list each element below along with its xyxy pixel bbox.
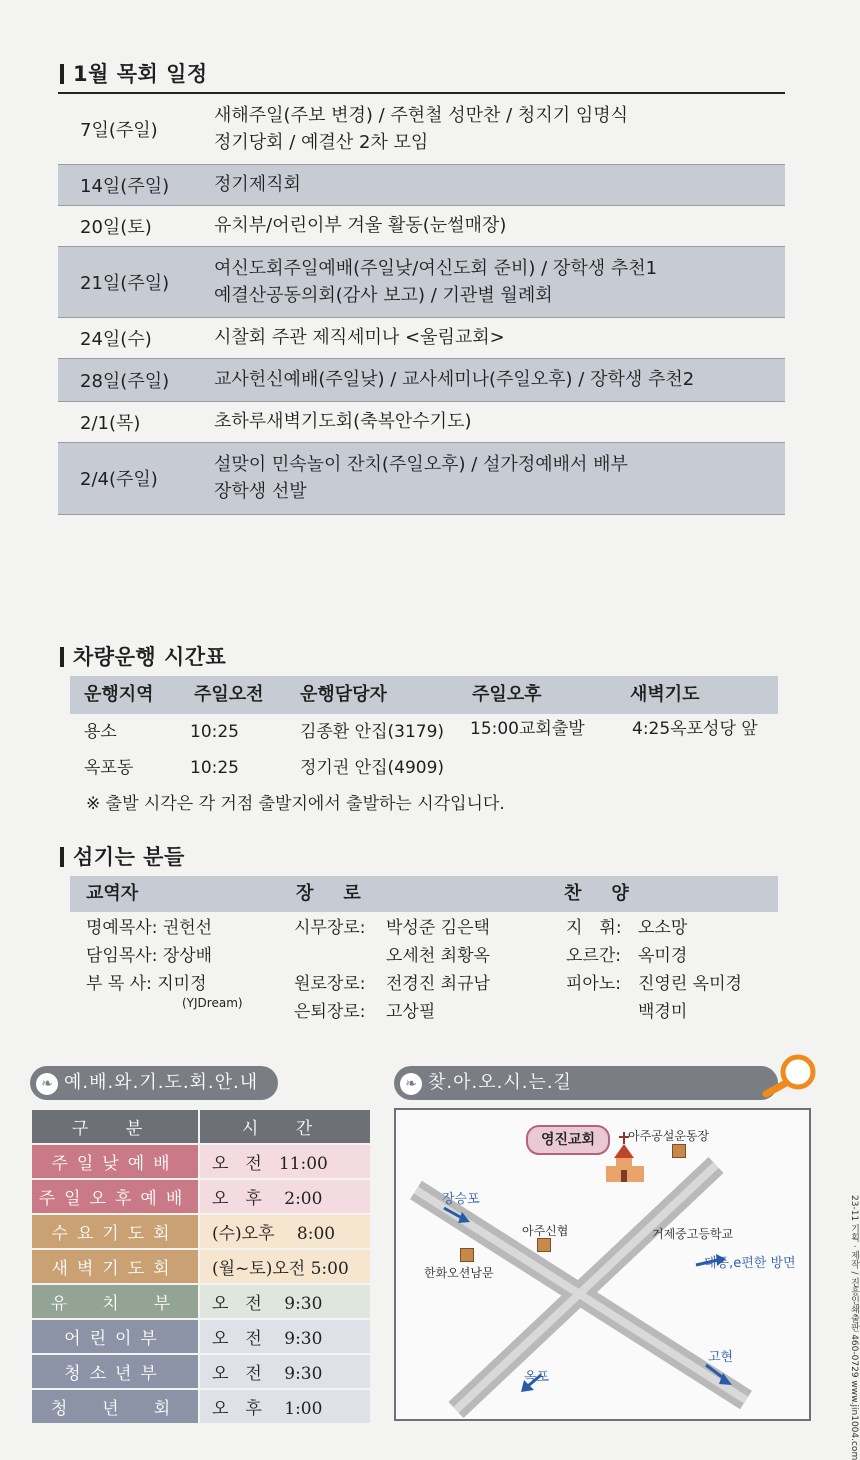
bus-row	[70, 753, 778, 783]
music-label: 오르간:	[566, 946, 621, 966]
staff-header-cell: 교역자	[86, 883, 139, 904]
worship-time: (월~토)오전 5:00	[199, 1249, 371, 1284]
worship-header-row	[31, 1109, 371, 1144]
schedule-row	[58, 442, 785, 514]
title-bar	[60, 647, 64, 667]
worship-time: 오 전 9:30	[199, 1319, 371, 1354]
worship-row	[31, 1319, 371, 1354]
bus-cell: 15:00교회출발	[470, 719, 585, 739]
worship-row	[31, 1284, 371, 1319]
staff-title-text: 섬기는 분들	[73, 845, 185, 869]
bus-cell: 옥포동	[84, 758, 134, 778]
printer-credit: 23-11 기획 · 제작 / 진흥인쇄출판 460-0729 www.jin1004.com	[849, 1195, 859, 1460]
music-label: 피아노:	[566, 974, 621, 994]
dove-icon: ❧	[400, 1073, 422, 1095]
hanhwa-icon	[460, 1248, 474, 1262]
gohyeon-label: 고현	[708, 1350, 734, 1365]
music-label: 지 휘:	[566, 918, 622, 938]
worship-name: 청 년 회	[31, 1389, 199, 1424]
pastor-entry: 부 목 사: 지미정	[86, 974, 207, 994]
worship-time: 오 전 11:00	[199, 1144, 371, 1179]
okpo-label: 옥포	[524, 1370, 550, 1385]
schedule-event: 유치부/어린이부 겨울 활동(눈썰매장)	[214, 215, 507, 236]
pastor-sub: (YJDream)	[182, 996, 243, 1010]
title-bar	[60, 847, 64, 867]
schedule-row	[58, 205, 785, 246]
geoje-school-label: 거제중고등학교	[652, 1227, 734, 1241]
elder-names: 전경진 최규남	[386, 974, 490, 994]
worship-time: 오 후 2:00	[199, 1179, 371, 1214]
schedule-row	[58, 164, 785, 205]
worship-row	[31, 1389, 371, 1424]
bus-row	[70, 717, 778, 747]
schedule-event: 교사헌신예배(주일낮) / 교사세미나(주일오후) / 장학생 추천2	[214, 369, 695, 390]
title-bar	[60, 64, 64, 84]
staff-header-cell: 장 로	[296, 883, 367, 904]
bus-header-cell: 주일오후	[472, 684, 542, 705]
music-names: 옥미경	[638, 946, 688, 966]
schedule-row	[58, 317, 785, 358]
worship-row	[31, 1249, 371, 1284]
elder-label: 은퇴장로:	[294, 1002, 366, 1022]
bus-cell: 김종환 안집(3179)	[300, 722, 445, 742]
elder-names: 고상필	[386, 1002, 436, 1022]
aju-coop-icon	[537, 1238, 551, 1252]
schedule-row	[58, 358, 785, 401]
schedule-table	[58, 94, 785, 515]
bus-header-cell: 운행지역	[84, 684, 154, 705]
worship-name: 수요기도회	[31, 1214, 199, 1249]
worship-header-cell: 시 간	[199, 1109, 371, 1144]
staff-table-header	[70, 876, 778, 912]
staff-section-title	[60, 841, 185, 871]
schedule-row	[58, 246, 785, 317]
worship-time: (수)오후 8:00	[199, 1214, 371, 1249]
worship-name: 주일오후예배	[31, 1179, 199, 1214]
worship-time: 오 전 9:30	[199, 1354, 371, 1389]
worship-banner: ❧ 예.배.와.기.도.회.안.내	[30, 1066, 278, 1100]
schedule-date: 28일(주일)	[80, 370, 170, 392]
bus-cell: 10:25	[190, 722, 239, 742]
elder-names: 오세천 최황옥	[386, 946, 490, 966]
schedule-date: 2/1(목)	[80, 412, 141, 434]
dove-icon: ❧	[36, 1073, 58, 1095]
schedule-event: 새해주일(주보 변경) / 주현철 성만찬 / 청지기 임명식 정기당회 / 예결산 2차 모임	[214, 104, 628, 153]
elder-label: 시무장로:	[294, 918, 366, 938]
bus-note: ※ 출발 시각은 각 거점 출발지에서 출발하는 시각입니다.	[86, 794, 505, 814]
schedule-event: 초하루새벽기도회(축복안수기도)	[214, 411, 472, 432]
schedule-date: 14일(주일)	[80, 175, 170, 197]
worship-time: 오 전 9:30	[199, 1284, 371, 1319]
bus-table-header	[70, 676, 778, 714]
jangseungpo-label: 장승포	[442, 1192, 480, 1207]
bus-cell: 10:25	[190, 758, 239, 778]
worship-table	[30, 1108, 372, 1425]
church-callout: 영진교회	[526, 1125, 610, 1155]
bus-section-title	[60, 641, 226, 671]
worship-row	[31, 1214, 371, 1249]
worship-row	[31, 1144, 371, 1179]
worship-name: 새벽기도회	[31, 1249, 199, 1284]
location-map	[394, 1108, 811, 1421]
schedule-section-title	[60, 58, 208, 88]
worship-name: 주일낮예배	[31, 1144, 199, 1179]
worship-row	[31, 1179, 371, 1214]
music-names: 진영린 옥미경	[638, 974, 742, 994]
bus-title-text: 차량운행 시간표	[73, 645, 227, 669]
schedule-date: 2/4(주일)	[80, 469, 158, 490]
elder-names: 박성준 김은택	[386, 918, 490, 938]
aju-coop-label: 아주신협	[522, 1224, 569, 1238]
schedule-date: 21일(주일)	[80, 272, 170, 294]
schedule-event: 설맞이 민속놀이 잔치(주일오후) / 설가정예배서 배부 장학생 선발	[214, 454, 628, 502]
staff-header-cell: 찬 양	[564, 883, 635, 904]
schedule-row	[58, 401, 785, 442]
bus-header-cell: 새벽기도	[630, 684, 700, 705]
worship-row	[31, 1354, 371, 1389]
schedule-title-text: 1월 목회 일정	[73, 62, 208, 86]
schedule-event: 시찰회 주관 제직세미나 <울림교회>	[214, 327, 505, 348]
worship-name: 어린이부	[31, 1319, 199, 1354]
music-names: 오소망	[638, 918, 688, 938]
map-banner: ❧ 찾.아.오.시.는.길	[394, 1066, 778, 1100]
stadium-label: 아주공설운동장	[628, 1129, 710, 1143]
bus-cell: 정기권 안집(4909)	[300, 758, 445, 778]
worship-name: 유 치 부	[31, 1284, 199, 1319]
schedule-event: 여신도회주일예배(주일낮/여신도회 준비) / 장학생 추천1 예결산공동의회(감사 보고) / 기관별 월례회	[214, 257, 658, 306]
pastor-entry: 명예목사: 권헌선	[86, 918, 213, 938]
schedule-event: 정기제직회	[214, 174, 301, 195]
bus-cell: 용소	[84, 722, 117, 742]
bus-header-cell: 주일오전	[194, 684, 264, 705]
schedule-date: 20일(토)	[80, 216, 152, 238]
pastor-entry: 담임목사: 장상배	[86, 946, 213, 966]
schedule-date: 24일(수)	[80, 328, 152, 350]
hanhwa-label: 한화오션남문	[424, 1266, 494, 1280]
bus-header-cell: 운행담당자	[300, 684, 387, 705]
worship-time: 오 후 1:00	[199, 1389, 371, 1424]
elder-label: 원로장로:	[294, 974, 366, 994]
music-names: 백경미	[638, 1002, 688, 1022]
worship-name: 청소년부	[31, 1354, 199, 1389]
schedule-row	[58, 94, 785, 164]
daedong-label: 대동,e편한 방면	[704, 1256, 796, 1271]
magnifier-icon	[756, 1052, 822, 1098]
stadium-icon	[672, 1144, 686, 1158]
worship-header-cell: 구 분	[31, 1109, 199, 1144]
bus-cell: 4:25옥포성당 앞	[632, 719, 758, 739]
schedule-date: 7일(주일)	[80, 119, 158, 141]
